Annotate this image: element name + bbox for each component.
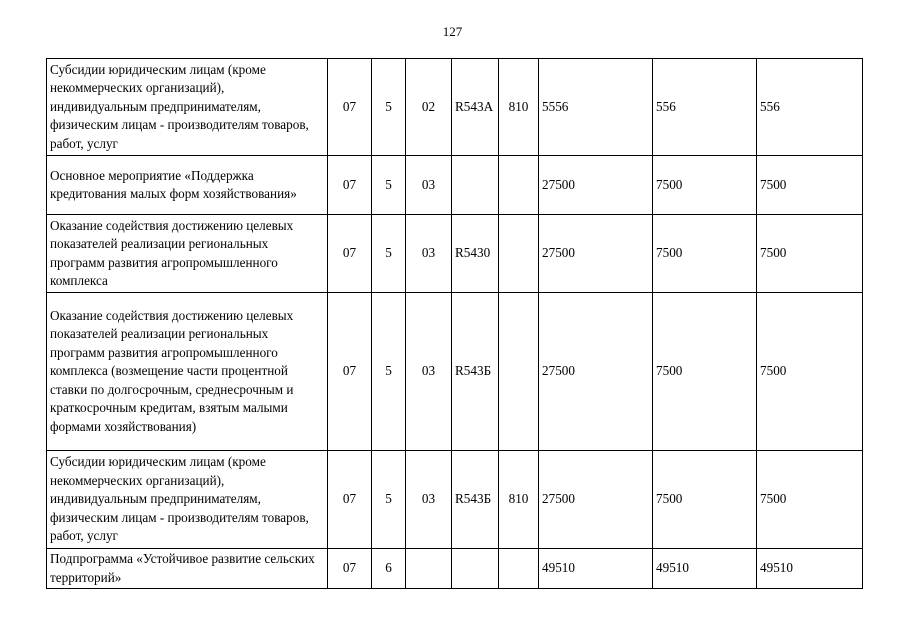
row-name: Субсидии юридическим лицам (кроме некоммерческих организаций), индивидуальным предпринимателям, физическим лицам - производителям товаров, работ, услуг [47, 451, 328, 549]
table-row [47, 156, 863, 215]
section-code: 07 [328, 59, 372, 156]
table-row [47, 293, 863, 451]
amount-1: 5556 [539, 59, 653, 156]
expense-type-code [499, 156, 539, 215]
section-code: 07 [328, 215, 372, 293]
program-code: 6 [372, 549, 406, 589]
amount-1: 27500 [539, 156, 653, 215]
table-body [47, 59, 863, 589]
amount-1: 27500 [539, 215, 653, 293]
program-code: 5 [372, 156, 406, 215]
amount-2: 7500 [653, 215, 757, 293]
amount-3: 7500 [757, 215, 863, 293]
expense-type-code: 810 [499, 59, 539, 156]
amount-3: 7500 [757, 451, 863, 549]
amount-1: 27500 [539, 451, 653, 549]
row-name: Основное мероприятие «Поддержка кредитования малых форм хозяйствования» [47, 156, 328, 215]
subprogram-code: 03 [406, 451, 452, 549]
target-code: R5430 [452, 215, 499, 293]
expense-type-code: 810 [499, 451, 539, 549]
amount-2: 7500 [653, 156, 757, 215]
table-row [47, 215, 863, 293]
subprogram-code: 03 [406, 156, 452, 215]
row-name: Подпрограмма «Устойчивое развитие сельских территорий» [47, 549, 328, 589]
row-name: Оказание содействия достижению целевых показателей реализации региональных программ развития агропромышленного комплекса [47, 215, 328, 293]
target-code [452, 549, 499, 589]
row-name: Оказание содействия достижению целевых показателей реализации региональных программ развития агропромышленного комплекса (возмещение части процентной ставки по долгосрочным, среднесрочным и краткосрочным кредитам, взятым малыми формами хозяйствования) [47, 293, 328, 451]
target-code: R543А [452, 59, 499, 156]
amount-2: 7500 [653, 451, 757, 549]
table-row [47, 451, 863, 549]
amount-2: 49510 [653, 549, 757, 589]
amount-1: 27500 [539, 293, 653, 451]
amount-1: 49510 [539, 549, 653, 589]
budget-table [46, 58, 863, 589]
subprogram-code: 02 [406, 59, 452, 156]
subprogram-code: 03 [406, 293, 452, 451]
target-code: R543Б [452, 451, 499, 549]
program-code: 5 [372, 451, 406, 549]
expense-type-code [499, 549, 539, 589]
subprogram-code [406, 549, 452, 589]
section-code: 07 [328, 156, 372, 215]
section-code: 07 [328, 549, 372, 589]
amount-2: 556 [653, 59, 757, 156]
table-row [47, 549, 863, 589]
amount-3: 556 [757, 59, 863, 156]
amount-3: 7500 [757, 293, 863, 451]
target-code [452, 156, 499, 215]
page-number: 127 [442, 24, 463, 39]
section-code: 07 [328, 451, 372, 549]
row-name: Субсидии юридическим лицам (кроме некоммерческих организаций), индивидуальным предпринимателям, физическим лицам - производителям товаров, работ, услуг [47, 59, 328, 156]
target-code: R543Б [452, 293, 499, 451]
program-code: 5 [372, 293, 406, 451]
program-code: 5 [372, 215, 406, 293]
amount-3: 7500 [757, 156, 863, 215]
expense-type-code [499, 215, 539, 293]
expense-type-code [499, 293, 539, 451]
table-row [47, 59, 863, 156]
subprogram-code: 03 [406, 215, 452, 293]
amount-2: 7500 [653, 293, 757, 451]
amount-3: 49510 [757, 549, 863, 589]
section-code: 07 [328, 293, 372, 451]
program-code: 5 [372, 59, 406, 156]
